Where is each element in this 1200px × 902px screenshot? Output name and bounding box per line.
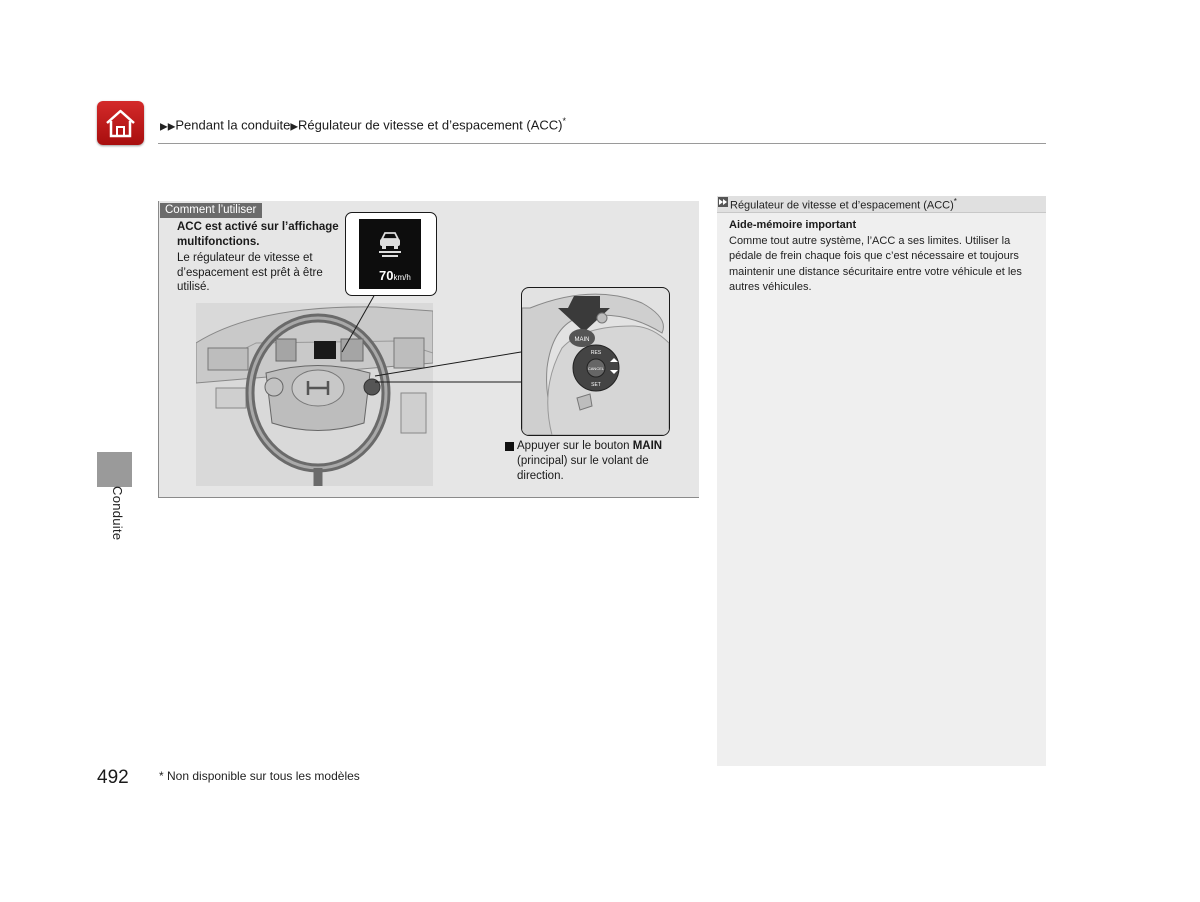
speed-unit: km/h: [393, 273, 411, 282]
side-note-title[interactable]: [730, 197, 957, 212]
breadcrumb: [160, 116, 566, 132]
main-keyword: MAIN: [632, 440, 663, 452]
instruction-text-end: (principal) sur le volant de direction.: [517, 455, 649, 482]
acc-car-icon: [375, 227, 405, 257]
cancel-button-label[interactable]: CANCEL: [587, 366, 605, 371]
side-tab-label: Conduite: [110, 486, 125, 541]
double-arrow-icon: [718, 197, 728, 207]
steering-wheel-closeup: [521, 287, 670, 436]
breadcrumb-topic[interactable]: Régulateur de vitesse et d’espacement (ACC): [298, 117, 563, 133]
res-button-label[interactable]: RES: [590, 350, 602, 356]
breadcrumb-arrow-icon: ▶: [290, 121, 299, 133]
footnote: * Non disponible sur tous les modèles: [159, 769, 360, 783]
side-note-title-text: Régulateur de vitesse et d’espacement (ACC): [730, 199, 954, 212]
asterisk: *: [953, 197, 957, 206]
callout-lines: [320, 290, 530, 390]
press-main-instruction: [517, 439, 687, 484]
side-tab-marker[interactable]: [97, 452, 132, 487]
figure-tag: Comment l’utiliser: [160, 203, 262, 218]
header-divider: [158, 143, 1046, 144]
main-button-label[interactable]: MAIN: [574, 337, 590, 343]
speed-value: 70: [379, 268, 394, 283]
speed-readout: [379, 268, 411, 283]
side-note-body: Comme tout autre système, l’ACC a ses limites. Utiliser la pédale de frein chaque fois que c’est nécessaire et toujours maintenir une distance sécuritaire entre votre véhicule et les autres véhicules.: [729, 235, 1022, 293]
page-number: 492: [97, 767, 129, 788]
home-icon: [103, 106, 138, 140]
figure-description: Le régulateur de vitesse et d’espacement est prêt à être utilisé.: [177, 252, 323, 293]
breadcrumb-section[interactable]: Pendant la conduite: [175, 117, 291, 133]
figure-heading: ACC est activé sur l’affichage multifonctions.: [177, 221, 339, 248]
instruction-text: Appuyer sur le bouton: [517, 440, 633, 452]
bullet-square-icon: [505, 442, 514, 451]
steering-wheel-closeup-illustration: [522, 288, 669, 435]
breadcrumb-arrow-icon: ▶▶: [160, 121, 176, 133]
set-button-label[interactable]: SET: [591, 382, 601, 388]
home-button[interactable]: [97, 101, 144, 145]
asterisk: *: [562, 116, 567, 126]
side-note-subtitle: Aide-mémoire important: [729, 219, 857, 231]
